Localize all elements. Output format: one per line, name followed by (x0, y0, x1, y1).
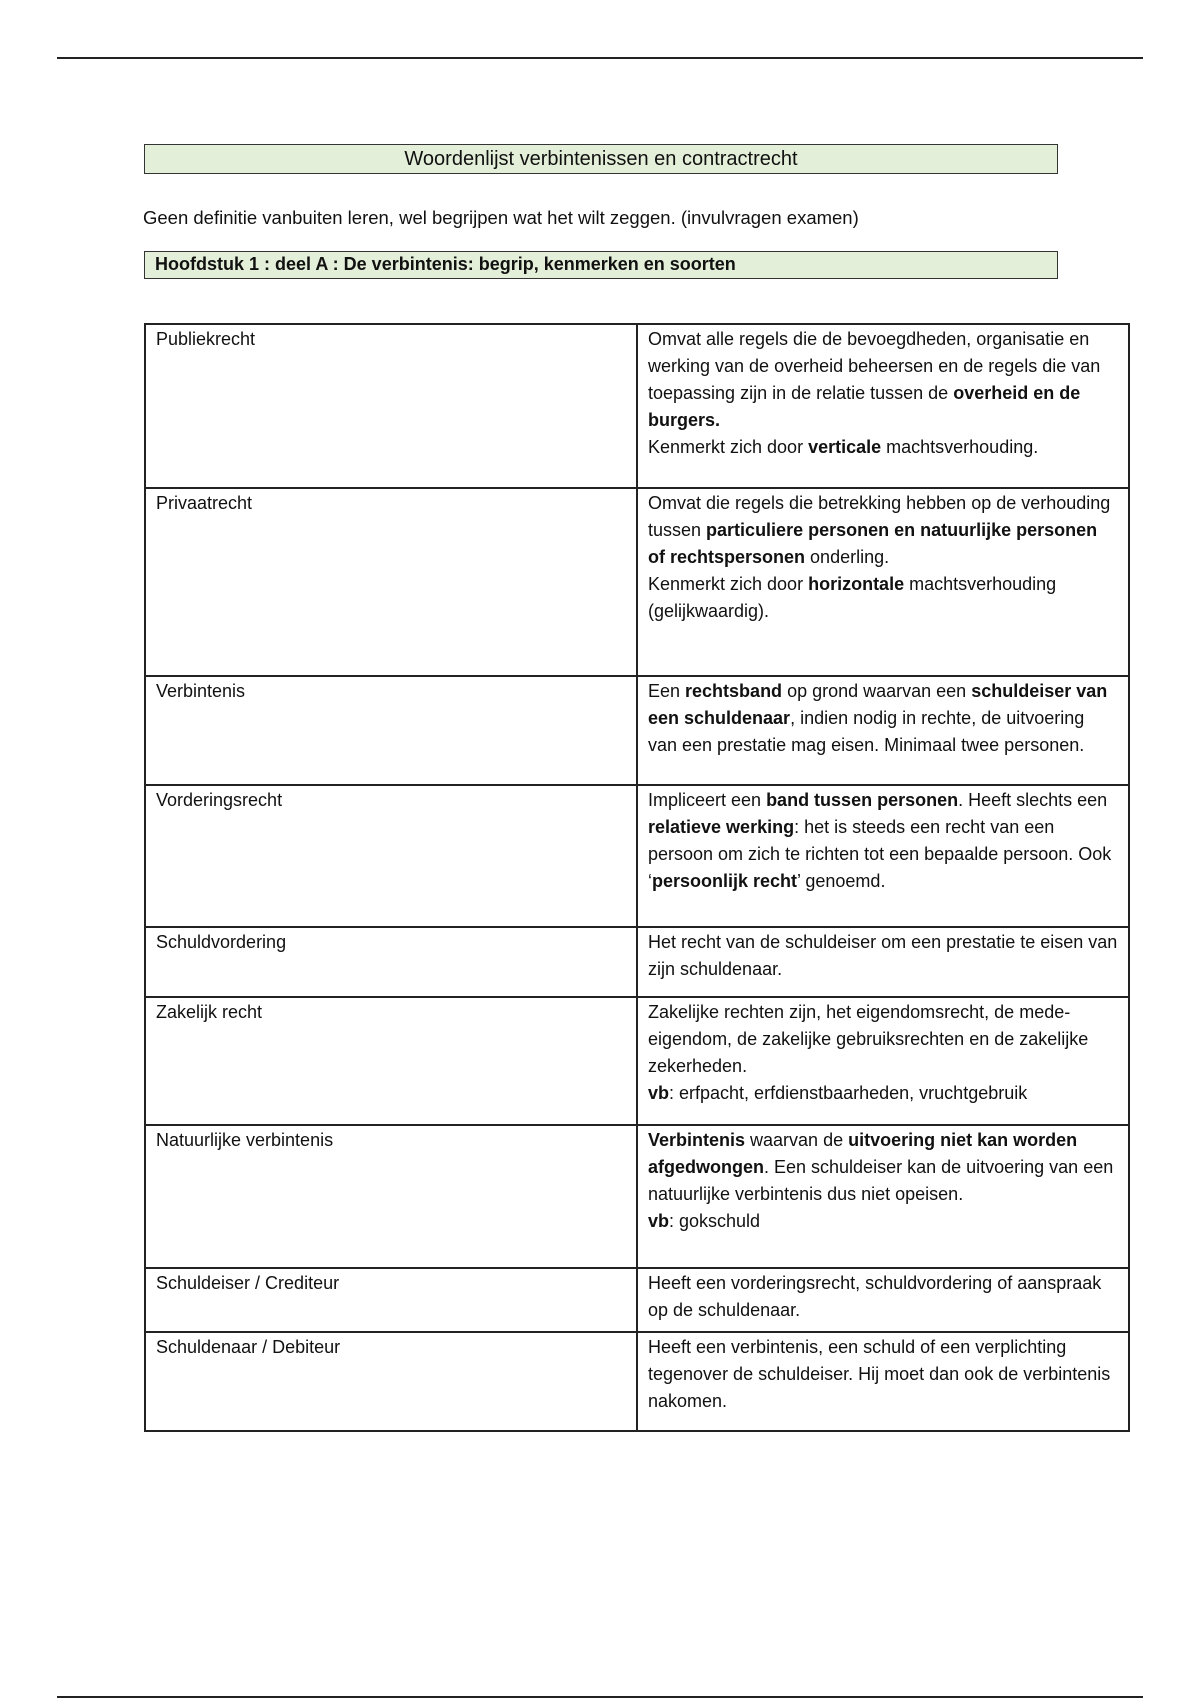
footer-rule (57, 1696, 1143, 1698)
glossary-term: Privaatrecht (145, 488, 637, 676)
glossary-definition: Impliceert een band tussen personen. Heeft slechts een relatieve werking: het is steeds een recht van een persoon om zich te richten tot een bepaalde persoon. Ook ‘persoonlijk recht’ genoemd. (637, 785, 1129, 927)
glossary-row (145, 676, 1129, 785)
glossary-term: Publiekrecht (145, 324, 637, 488)
glossary-definition: Omvat alle regels die de bevoegdheden, organisatie en werking van de overheid beheersen en de regels die van toepassing zijn in de relatie tussen de overheid en de burgers. Kenmerkt zich door verticale machtsverhouding. (637, 324, 1129, 488)
glossary-row (145, 488, 1129, 676)
glossary-definition: Omvat die regels die betrekking hebben op de verhouding tussen particuliere personen en natuurlijke personen of rechtspersonen onderling. Kenmerkt zich door horizontale machtsverhouding (gelijkwaardig). (637, 488, 1129, 676)
glossary-term: Verbintenis (145, 676, 637, 785)
glossary-row (145, 927, 1129, 997)
glossary-term: Vorderingsrecht (145, 785, 637, 927)
glossary-row (145, 1268, 1129, 1332)
glossary-term: Natuurlijke verbintenis (145, 1125, 637, 1268)
glossary-term: Schuldenaar / Debiteur (145, 1332, 637, 1431)
glossary-row (145, 997, 1129, 1125)
glossary-row (145, 785, 1129, 927)
document-title: Woordenlijst verbintenissen en contractrecht (144, 144, 1058, 174)
glossary-definition: Het recht van de schuldeiser om een prestatie te eisen van zijn schuldenaar. (637, 927, 1129, 997)
glossary-term: Schuldvordering (145, 927, 637, 997)
header-rule (57, 57, 1143, 59)
glossary-definition: Heeft een verbintenis, een schuld of een verplichting tegenover de schuldeiser. Hij moet dan ook de verbintenis nakomen. (637, 1332, 1129, 1431)
glossary-definition: Zakelijke rechten zijn, het eigendomsrecht, de mede-eigendom, de zakelijke gebruiksrechten en de zakelijke zekerheden. vb: erfpacht, erfdienstbaarheden, vruchtgebruik (637, 997, 1129, 1125)
glossary-definition: Een rechtsband op grond waarvan een schuldeiser van een schuldenaar, indien nodig in rechte, de uitvoering van een prestatie mag eisen. Minimaal twee personen. (637, 676, 1129, 785)
glossary-row (145, 324, 1129, 488)
glossary-row (145, 1125, 1129, 1268)
glossary-term: Schuldeiser / Crediteur (145, 1268, 637, 1332)
glossary-row (145, 1332, 1129, 1431)
intro-note: Geen definitie vanbuiten leren, wel begrijpen wat het wilt zeggen. (invulvragen examen) (143, 207, 859, 228)
glossary-table (144, 323, 1130, 1432)
glossary-term: Zakelijk recht (145, 997, 637, 1125)
glossary-definition: Verbintenis waarvan de uitvoering niet kan worden afgedwongen. Een schuldeiser kan de uitvoering van een natuurlijke verbintenis dus niet opeisen. vb: gokschuld (637, 1125, 1129, 1268)
chapter-heading: Hoofdstuk 1 : deel A : De verbintenis: begrip, kenmerken en soorten (144, 251, 1058, 279)
glossary-definition: Heeft een vorderingsrecht, schuldvordering of aanspraak op de schuldenaar. (637, 1268, 1129, 1332)
